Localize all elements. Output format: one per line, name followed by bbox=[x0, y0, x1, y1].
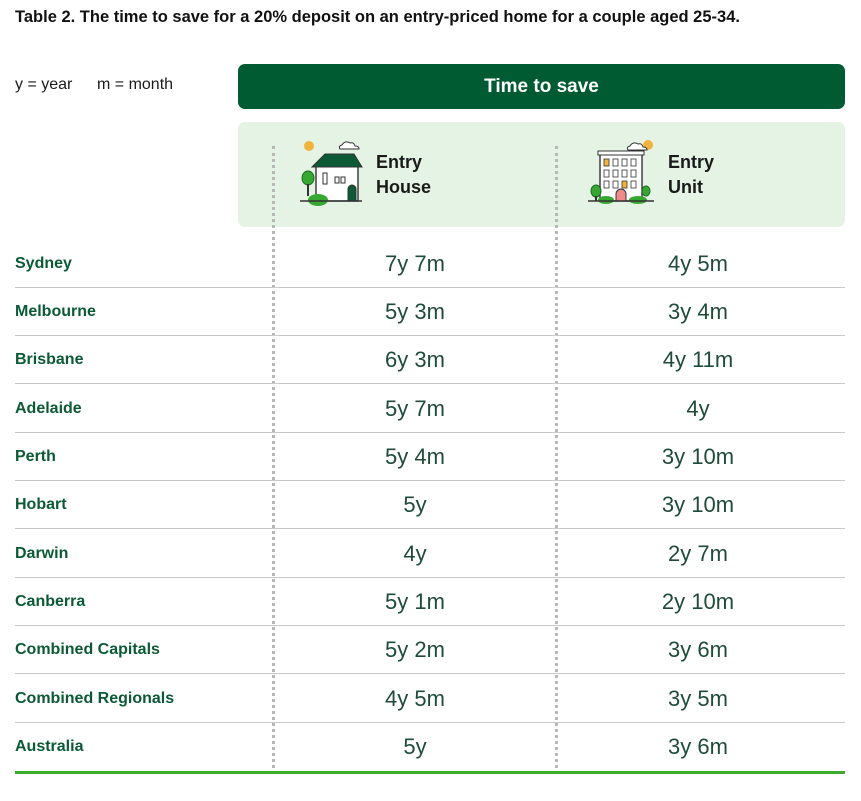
row-divider bbox=[15, 528, 845, 529]
region-name: Hobart bbox=[15, 496, 67, 513]
region-name: Darwin bbox=[15, 545, 69, 562]
house-time: 4y bbox=[403, 541, 427, 566]
unit-time: 4y bbox=[686, 396, 710, 421]
house-time: 7y 7m bbox=[385, 251, 445, 276]
row-divider bbox=[15, 383, 845, 384]
table-bottom-rule bbox=[15, 771, 845, 774]
house-time: 4y 5m bbox=[385, 686, 445, 711]
region-name: Melbourne bbox=[15, 303, 96, 320]
table-row bbox=[15, 723, 845, 771]
table-row bbox=[15, 481, 845, 529]
house-time: 5y 7m bbox=[385, 396, 445, 421]
table-row bbox=[15, 385, 845, 433]
region-name: Canberra bbox=[15, 593, 86, 610]
region-name: Combined Regionals bbox=[15, 690, 175, 707]
house-time: 5y bbox=[403, 734, 427, 759]
unit-time: 3y 10m bbox=[661, 444, 735, 469]
row-divider bbox=[15, 673, 845, 674]
house-time: 5y 3m bbox=[385, 299, 445, 324]
column-header-house bbox=[298, 122, 431, 227]
region-name: Brisbane bbox=[15, 351, 84, 368]
region-name: Australia bbox=[15, 738, 84, 755]
table-row bbox=[15, 626, 845, 674]
table-row bbox=[15, 336, 845, 384]
table-row bbox=[15, 675, 845, 723]
legend-year: y = year bbox=[15, 76, 73, 93]
legend-month: m = month bbox=[97, 76, 174, 93]
time-to-save-header bbox=[238, 64, 845, 109]
column-headers bbox=[238, 122, 845, 227]
unit-time: 4y 11m bbox=[662, 347, 734, 372]
table-row bbox=[15, 288, 845, 336]
unit-time: 3y 4m bbox=[668, 299, 728, 324]
house-time: 5y 1m bbox=[385, 589, 445, 614]
unit-time: 3y 5m bbox=[668, 686, 728, 711]
region-name: Sydney bbox=[15, 255, 72, 272]
region-name: Adelaide bbox=[15, 400, 82, 417]
column-header-unit-label: Entry Unit bbox=[668, 151, 715, 197]
region-name: Combined Capitals bbox=[15, 641, 160, 658]
header-label: Time to save bbox=[484, 75, 599, 97]
unit-time: 3y 10m bbox=[661, 492, 735, 517]
table-row bbox=[15, 530, 845, 578]
column-header-house-label: Entry House bbox=[376, 151, 432, 197]
unit-time: 4y 5m bbox=[668, 251, 728, 276]
table-row bbox=[15, 433, 845, 481]
table-title: Table 2. The time to save for a 20% deposit on an entry-priced home for a couple aged 25-34. bbox=[15, 8, 740, 26]
house-time: 5y 4m bbox=[385, 444, 445, 469]
unit-time: 2y 7m bbox=[668, 541, 728, 566]
unit-time: 3y 6m bbox=[668, 637, 728, 662]
house-time: 5y bbox=[403, 492, 427, 517]
apartment-building-icon bbox=[586, 137, 656, 212]
house-time: 5y 2m bbox=[385, 637, 445, 662]
unit-time: 2y 10m bbox=[661, 589, 735, 614]
house-icon bbox=[298, 137, 364, 212]
column-header-unit bbox=[586, 122, 714, 227]
house-time: 6y 3m bbox=[385, 347, 445, 372]
region-name: Perth bbox=[15, 448, 56, 465]
table-row bbox=[15, 578, 845, 626]
unit-time: 3y 6m bbox=[668, 734, 728, 759]
table-row bbox=[15, 240, 845, 288]
